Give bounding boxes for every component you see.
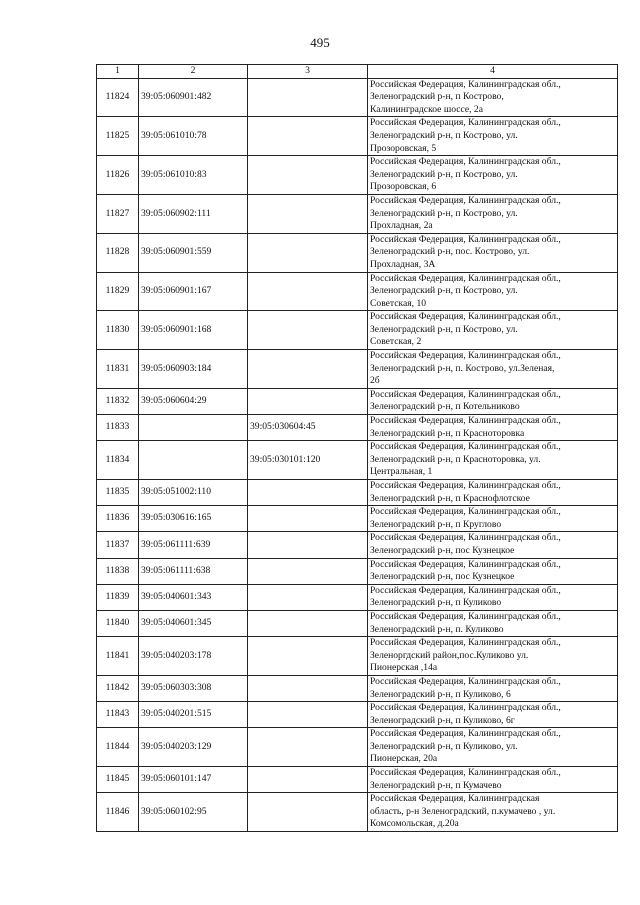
cadastral-number-cell: 39:05:061111:638 — [139, 558, 248, 584]
cadastral-number-alt-cell — [248, 610, 368, 636]
registry-table — [96, 64, 618, 832]
row-number-cell: 11836 — [97, 506, 139, 532]
cadastral-number-alt-cell — [248, 767, 368, 793]
address-cell — [368, 558, 618, 584]
address-line: Российская Федерация, Калининградская обл., — [370, 702, 561, 714]
table-row — [97, 793, 618, 832]
address-cell — [368, 637, 618, 676]
address-line: Прохладная, 2а — [370, 220, 433, 232]
address-line: Российская Федерация, Калининградская обл., — [370, 272, 561, 284]
address-line: Зеленоградский р-н, п Кумачево — [370, 779, 502, 791]
address-cell — [368, 415, 618, 441]
address-line: Советская, 10 — [370, 297, 427, 309]
address-line: Зеленоградский р-н, п Кострово, ул. — [370, 207, 518, 219]
cadastral-number-cell: 39:05:060901:482 — [139, 78, 248, 117]
cadastral-number-cell: 39:05:040201:515 — [139, 702, 248, 728]
address-line: Российская Федерация, Калининградская обл., — [370, 350, 561, 362]
address-line: Российская Федерация, Калининградская обл., — [370, 78, 561, 90]
address-cell — [368, 584, 618, 610]
address-line: Зеленоградский р-н, п Кострово, ул. — [370, 168, 518, 180]
address-line: Зеленоградский р-н, п Котельниково — [370, 401, 520, 413]
cadastral-number-cell: 39:05:040601:345 — [139, 610, 248, 636]
address-line: Зеленоградский р-н, п Кострово, ул. — [370, 323, 518, 335]
address-line: Зеленоградский р-н, пос Кузнецкое — [370, 544, 515, 556]
cadastral-number-cell: 39:05:060604:29 — [139, 388, 248, 414]
address-cell — [368, 793, 618, 832]
cadastral-number-alt-cell — [248, 78, 368, 117]
address-line: Российская Федерация, Калининградская обл., — [370, 156, 561, 168]
row-number-cell: 11837 — [97, 532, 139, 558]
table-row — [97, 441, 618, 480]
cadastral-number-alt-cell — [248, 311, 368, 350]
row-number-cell: 11839 — [97, 584, 139, 610]
address-cell — [368, 194, 618, 233]
table-row — [97, 117, 618, 156]
cadastral-number-cell: 39:05:060901:559 — [139, 233, 248, 272]
address-line: Пионерская ,14а — [370, 662, 438, 674]
table-row — [97, 702, 618, 728]
column-header: 4 — [368, 65, 618, 79]
row-number-cell: 11828 — [97, 233, 139, 272]
address-line: Зеленоградский р-н, п Краснофлотское — [370, 492, 530, 504]
address-line: Прозоровская, 6 — [370, 181, 437, 193]
page-number: 495 — [310, 35, 330, 50]
address-line: Российская Федерация, Калининградская обл., — [370, 532, 561, 544]
address-cell — [368, 311, 618, 350]
cadastral-number-alt-cell — [248, 558, 368, 584]
row-number-cell: 11829 — [97, 272, 139, 311]
table-row — [97, 767, 618, 793]
cadastral-number-cell: 39:05:060101:147 — [139, 767, 248, 793]
address-line: Российская Федерация, Калининградская обл., — [370, 311, 561, 323]
address-line: область, р-н Зеленоградский, п.кумачево , ул. — [370, 805, 556, 817]
table-row — [97, 233, 618, 272]
address-line: Российская Федерация, Калининградская — [370, 793, 540, 805]
row-number-cell: 11840 — [97, 610, 139, 636]
table-row — [97, 728, 618, 767]
address-line: Зеленоградский р-н, пос Кузнецкое — [370, 571, 515, 583]
address-line: Российская Федерация, Калининградская обл., — [370, 388, 561, 400]
cadastral-number-alt-cell — [248, 194, 368, 233]
row-number-cell: 11832 — [97, 388, 139, 414]
address-line: Зеленоградский р-н, п Кострово, ул. — [370, 285, 518, 297]
cadastral-number-cell: 39:05:061010:83 — [139, 156, 248, 195]
cadastral-number-alt-cell — [248, 728, 368, 767]
address-line: Российская Федерация, Калининградская обл., — [370, 610, 561, 622]
address-cell — [368, 506, 618, 532]
table-row — [97, 311, 618, 350]
address-cell — [368, 272, 618, 311]
address-line: Зеленоградский р-н, пос. Кострово, ул. — [370, 246, 530, 258]
row-number-cell: 11841 — [97, 637, 139, 676]
address-line: Зеленоградский р-н, п Кострово, — [370, 91, 504, 103]
cadastral-number-alt-cell — [248, 702, 368, 728]
table-row — [97, 584, 618, 610]
row-number-cell: 11830 — [97, 311, 139, 350]
cadastral-number-cell: 39:05:061010:78 — [139, 117, 248, 156]
address-line: 2б — [370, 375, 380, 387]
table-row — [97, 388, 618, 414]
cadastral-number-alt-cell — [248, 272, 368, 311]
cadastral-number-alt-cell — [248, 506, 368, 532]
row-number-cell: 11831 — [97, 350, 139, 389]
table-row — [97, 558, 618, 584]
address-line: Зеленоградский р-н, п Красноторовка — [370, 427, 525, 439]
table-header-row — [97, 65, 618, 79]
address-line: Российская Федерация, Калининградская обл., — [370, 233, 561, 245]
cadastral-number-cell: 39:05:060102:95 — [139, 793, 248, 832]
row-number-cell: 11842 — [97, 675, 139, 701]
cadastral-number-alt-cell — [248, 675, 368, 701]
cadastral-number-alt-cell — [248, 480, 368, 506]
cadastral-number-cell: 39:05:051002:110 — [139, 480, 248, 506]
cadastral-number-alt-cell: 39:05:030101:120 — [248, 441, 368, 480]
row-number-cell: 11838 — [97, 558, 139, 584]
table-row — [97, 194, 618, 233]
table-row — [97, 506, 618, 532]
address-line: Зеленоградский р-н, п Красноторовка, ул. — [370, 453, 541, 465]
address-line: Российская Федерация, Калининградская обл., — [370, 117, 561, 129]
row-number-cell: 11845 — [97, 767, 139, 793]
row-number-cell: 11843 — [97, 702, 139, 728]
address-line: Зеленоградский р-н, п Куликово — [370, 597, 502, 609]
row-number-cell: 11835 — [97, 480, 139, 506]
row-number-cell: 11844 — [97, 728, 139, 767]
cadastral-number-cell — [139, 415, 248, 441]
row-number-cell: 11827 — [97, 194, 139, 233]
cadastral-number-alt-cell — [248, 793, 368, 832]
row-number-cell: 11826 — [97, 156, 139, 195]
cadastral-number-alt-cell — [248, 233, 368, 272]
row-number-cell: 11825 — [97, 117, 139, 156]
address-cell — [368, 350, 618, 389]
address-cell — [368, 675, 618, 701]
cadastral-number-cell — [139, 441, 248, 480]
address-line: Зеленоградский р-н, п Круглово — [370, 518, 502, 530]
table-row — [97, 532, 618, 558]
table-row — [97, 156, 618, 195]
cadastral-number-cell: 39:05:060901:167 — [139, 272, 248, 311]
address-cell — [368, 388, 618, 414]
address-cell — [368, 233, 618, 272]
cadastral-number-alt-cell — [248, 156, 368, 195]
table-row — [97, 480, 618, 506]
address-line: Советская, 2 — [370, 336, 422, 348]
cadastral-number-cell: 39:05:040203:178 — [139, 637, 248, 676]
address-line: Российская Федерация, Калининградская обл., — [370, 637, 561, 649]
address-line: Российская Федерация, Калининградская обл., — [370, 415, 561, 427]
address-line: Зеленоградский р-н, п Куликово, 6г — [370, 714, 515, 726]
address-cell — [368, 702, 618, 728]
address-line: Прохладная, 3А — [370, 258, 436, 270]
address-line: Зеленоргдский район,пос.Куликово ул. — [370, 649, 529, 661]
address-cell — [368, 441, 618, 480]
column-header: 2 — [139, 65, 248, 79]
address-line: Зеленоградский р-н, п. Кострово, ул.Зеленая, — [370, 362, 555, 374]
cadastral-number-alt-cell — [248, 532, 368, 558]
row-number-cell: 11834 — [97, 441, 139, 480]
table-row — [97, 272, 618, 311]
row-number-cell: 11846 — [97, 793, 139, 832]
cadastral-number-cell: 39:05:060303:308 — [139, 675, 248, 701]
cadastral-number-cell: 39:05:040601:343 — [139, 584, 248, 610]
address-line: Центральная, 1 — [370, 466, 433, 478]
cadastral-number-alt-cell — [248, 637, 368, 676]
row-number-cell: 11833 — [97, 415, 139, 441]
cadastral-number-cell: 39:05:040203:129 — [139, 728, 248, 767]
cadastral-number-alt-cell — [248, 350, 368, 389]
address-line: Российская Федерация, Калининградская обл., — [370, 728, 561, 740]
address-line: Российская Федерация, Калининградская обл., — [370, 506, 561, 518]
table-row — [97, 415, 618, 441]
cadastral-number-alt-cell — [248, 388, 368, 414]
cadastral-number-alt-cell: 39:05:030604:45 — [248, 415, 368, 441]
address-line: Российская Федерация, Калининградская обл., — [370, 441, 561, 453]
address-cell — [368, 117, 618, 156]
address-line: Прозоровская, 5 — [370, 142, 437, 154]
address-line: Зеленоградский р-н, п. Куликово — [370, 623, 504, 635]
table-row — [97, 637, 618, 676]
address-line: Российская Федерация, Калининградская обл., — [370, 675, 561, 687]
address-line: Зеленоградский р-н, п Куликово, ул. — [370, 740, 518, 752]
column-header: 1 — [97, 65, 139, 79]
address-cell — [368, 532, 618, 558]
table-row — [97, 675, 618, 701]
address-line: Российская Федерация, Калининградская обл., — [370, 558, 561, 570]
address-cell — [368, 480, 618, 506]
table-row — [97, 610, 618, 636]
address-cell — [368, 156, 618, 195]
cadastral-number-cell: 39:05:030616:165 — [139, 506, 248, 532]
cadastral-number-cell: 39:05:061111:639 — [139, 532, 248, 558]
address-line: Российская Федерация, Калининградская обл., — [370, 480, 561, 491]
table-row — [97, 350, 618, 389]
address-line: Комсомольская, д.20а — [370, 818, 459, 830]
address-cell — [368, 728, 618, 767]
column-header: 3 — [248, 65, 368, 79]
address-line: Российская Федерация, Калининградская обл., — [370, 767, 561, 779]
address-line: Зеленоградский р-н, п Куликово, 6 — [370, 688, 511, 700]
cadastral-number-cell: 39:05:060901:168 — [139, 311, 248, 350]
cadastral-number-cell: 39:05:060902:111 — [139, 194, 248, 233]
address-cell — [368, 767, 618, 793]
cadastral-number-alt-cell — [248, 584, 368, 610]
address-line: Пионерская, 20а — [370, 753, 438, 765]
address-line: Калининградское шоссе, 2а — [370, 103, 483, 115]
address-line: Российская Федерация, Калининградская обл., — [370, 194, 561, 206]
address-cell — [368, 610, 618, 636]
address-line: Российская Федерация, Калининградская обл., — [370, 584, 561, 596]
cadastral-number-alt-cell — [248, 117, 368, 156]
table-row — [97, 78, 618, 117]
row-number-cell: 11824 — [97, 78, 139, 117]
address-cell — [368, 78, 618, 117]
cadastral-number-cell: 39:05:060903:184 — [139, 350, 248, 389]
address-line: Зеленоградский р-н, п Кострово, ул. — [370, 129, 518, 141]
